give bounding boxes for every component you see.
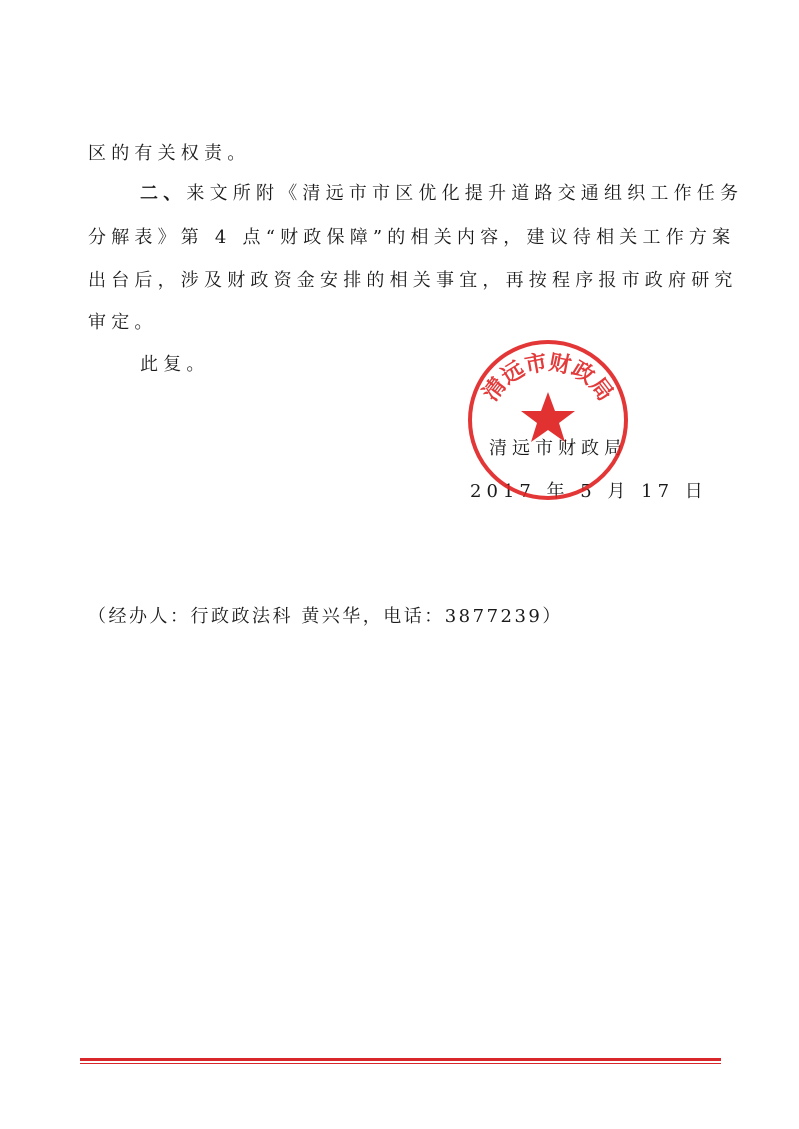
signature-org: 清远市财政局 xyxy=(489,438,627,459)
paragraph-2-line-2: 分解表》第 4 点“财政保障”的相关内容，建议待相关工作方案 xyxy=(88,227,736,248)
paragraph-2-line-1 xyxy=(140,183,743,205)
signature-date: 2017 年 5 月 17 日 xyxy=(470,481,708,502)
body-line-1: 区的有关权责。 xyxy=(88,143,251,164)
seal-text: 清远市财政局 xyxy=(477,349,619,407)
seal-star-icon xyxy=(521,392,575,442)
closing-text: 此复。 xyxy=(140,354,210,375)
paragraph-2-lead: 二、 xyxy=(140,183,187,204)
footer-rule-bottom xyxy=(80,1063,721,1064)
paragraph-2-line-3: 出台后，涉及财政资金安排的相关事宜，再按程序报市政府研究 xyxy=(88,270,738,291)
footer-rule-top xyxy=(80,1058,721,1061)
official-seal-icon xyxy=(466,338,630,502)
paragraph-2-text-1: 来文所附《清远市市区优化提升道路交通组织工作任务 xyxy=(186,183,744,204)
contact-line: （经办人：行政政法科 黄兴华，电话：3877239） xyxy=(88,606,563,627)
paragraph-2-line-4: 审定。 xyxy=(88,312,158,333)
